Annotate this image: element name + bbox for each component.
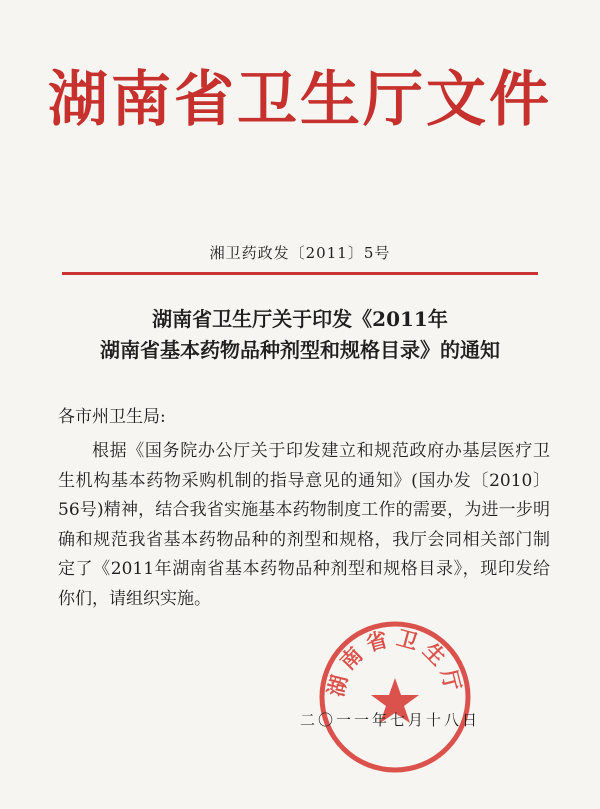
addressee: 各市州卫生局: [58,407,166,427]
red-divider [62,272,538,275]
notice-title-line-1: 湖南省卫生厅关于印发《2011年 [152,307,448,331]
document-header-title: 湖南省卫生厅文件 [48,65,552,135]
issue-date: 二〇一一年七月十八日 [300,711,481,729]
svg-text:湖南省卫生厅: 湖南省卫生厅 [323,625,467,699]
official-seal-stamp [318,620,472,774]
body-paragraph: 根据《国务院办公厅关于印发建立和规范政府办基层医疗卫生机构基本药物采购机制的指导意见的通知》(国办发〔2010〕56号)精神，结合我省实施基本药物制度工作的需要，为进一步明确和规范我省基本药物品种的剂型和规格，我厅会同相关部门制定了《2011年湖南省基本药物品种剂型和规格目录》，现印发给你们，请组织实施。 [58,441,550,609]
document-number: 湘卫药政发〔2011〕5号 [209,244,391,262]
notice-title-line-2: 湖南省基本药物品种剂型和规格目录》的通知 [100,338,500,362]
notice-title [0,304,600,366]
notice-body [58,437,550,615]
